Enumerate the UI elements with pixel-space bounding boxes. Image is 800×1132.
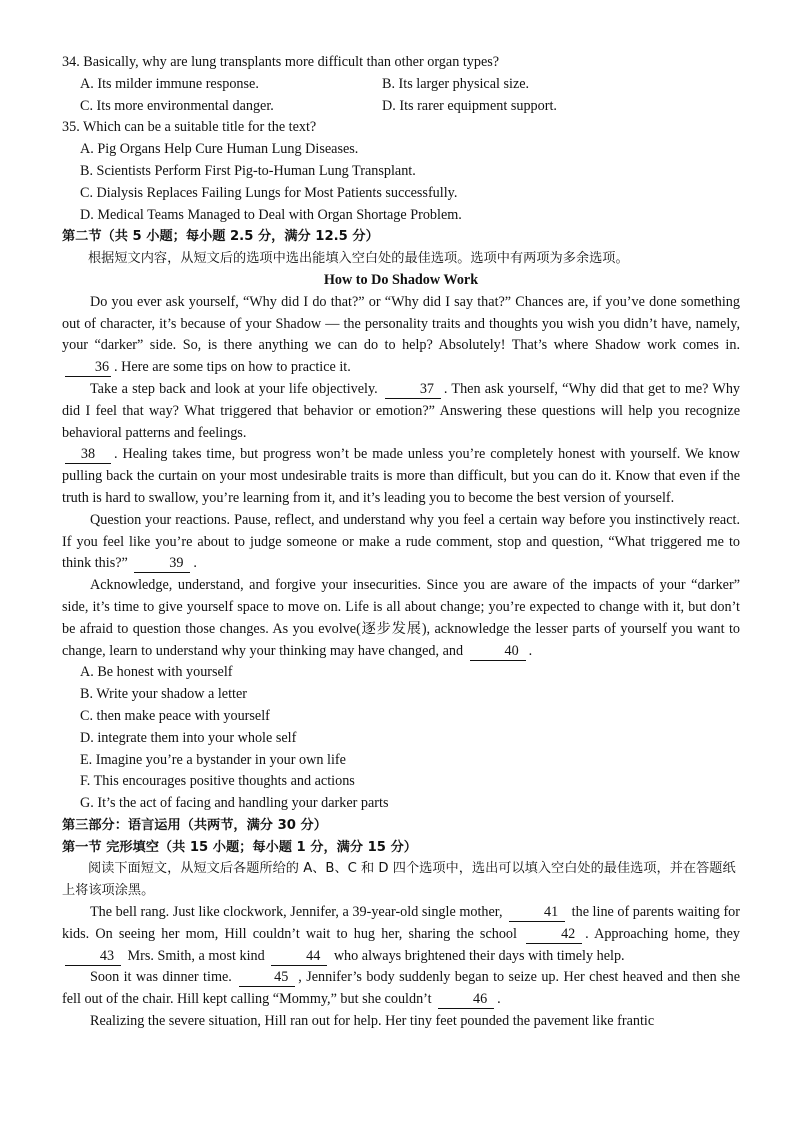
passage-text: Do you ever ask yourself, “Why did I do that?” or “Why did I say that?” Chances are, if you’ve done something out of character, it’s because of your Shadow — the personality traits and thoughts you wish you didn’t have, namely, your “darker” side. So, is there anything we can do to help? Absolutely! That’s where Shadow work comes in. xyxy=(62,293,740,354)
blank-41: 41 xyxy=(509,904,565,922)
cloze-text: The bell rang. Just like clockwork, Jennifer, a 39-year-old single mother, xyxy=(90,904,503,921)
cloze-paragraph-1 xyxy=(62,902,740,967)
question-34-options-row-2 xyxy=(80,96,740,118)
passage-text: Question your reactions. Pause, reflect, and understand why you feel a certain way before you instinctively react. If you feel like you’re about to judge someone or make a rude comment, stop and question, “What triggered me to think this?” xyxy=(62,511,740,572)
choice-c: C. then make peace with yourself xyxy=(80,707,270,724)
choice-b: B. Write your shadow a letter xyxy=(80,686,248,703)
part-3-subheading: 第一节 完形填空（共 15 小题；每小题 1 分，满分 15 分） xyxy=(62,839,417,855)
passage-text: Take a step back and look at your life objectively. xyxy=(90,380,378,397)
passage-paragraph-3 xyxy=(62,444,740,509)
cloze-text: the line of parents waiting for kids. On seeing her mom, Hill couldn’t wait to hug her, sharing the school xyxy=(62,904,741,942)
blank-40: 40 xyxy=(470,643,526,661)
cloze-text: Mrs. Smith, a most kind xyxy=(127,947,265,964)
blank-43: 43 xyxy=(65,948,121,966)
part-3-instruction: 阅读下面短文，从短文后各题所给的 A、B、C 和 D 四个选项中，选出可以填入空白处的最佳选项，并在答题纸上将该项涂黑。 xyxy=(62,861,736,899)
blank-39: 39 xyxy=(134,555,190,573)
passage-text: . Then ask yourself, “Why did that get to me? Why did I feel that way? What triggered that behavior or emotion?” Answering these questions will help you recognize behavioral patterns and feelings. xyxy=(62,380,741,441)
cloze-paragraph-2 xyxy=(62,967,740,1011)
passage-title: How to Do Shadow Work xyxy=(323,271,479,288)
choice-d: D. integrate them into your whole self xyxy=(80,729,297,746)
question-34-option-b: B. Its larger physical size. xyxy=(382,75,530,92)
blank-37: 37 xyxy=(385,381,441,399)
question-34-option-d: D. Its rarer equipment support. xyxy=(382,97,557,114)
section-2-instruction: 根据短文内容，从短文后的选项中选出能填入空白处的最佳选项。选项中有两项为多余选项。 xyxy=(88,251,629,267)
blank-45: 45 xyxy=(239,969,295,987)
question-35-option-c: C. Dialysis Replaces Failing Lungs for Most Patients successfully. xyxy=(80,184,458,201)
passage-paragraph-4 xyxy=(62,510,740,575)
cloze-paragraph-3: Realizing the severe situation, Hill ran out for help. Her tiny feet pounded the pavement like frantic xyxy=(90,1013,655,1030)
blank-44: 44 xyxy=(271,948,327,966)
blank-38: 38 xyxy=(65,446,111,464)
passage-text: Acknowledge, understand, and forgive your insecurities. Since you are aware of the impacts of your “darker” side, it’s time to give yourself space to move on. Life is all about change; you’re expected to change with it, but don’t be afraid to question those changes. As you evolve(逐步发展), acknowledge the lesser parts of yourself you want to change, learn to understand why your thinking may have changed, and xyxy=(62,577,740,659)
passage-paragraph-5 xyxy=(62,575,740,662)
question-35-option-b: B. Scientists Perform First Pig-to-Human Lung Transplant. xyxy=(80,162,416,179)
passage-text: . xyxy=(528,642,533,659)
choice-a: A. Be honest with yourself xyxy=(80,664,233,681)
choice-e: E. Imagine you’re a bystander in your own life xyxy=(80,751,346,768)
question-34-options-row-1 xyxy=(80,74,740,96)
passage-text: . xyxy=(193,555,197,572)
question-34-option-a: A. Its milder immune response. xyxy=(80,75,259,92)
passage-text: . Healing takes time, but progress won’t be made unless you’re completely honest with yourself. We know pulling back the curtain on your most undesirable traits is more than difficult, but you can do it. Know that even if the truth is hard to swallow, you’re learning from it, and it’s leading you to become the best version of yourself. xyxy=(62,446,740,506)
cloze-text: . Approaching home, they xyxy=(585,925,741,942)
cloze-text: Soon it was dinner time. xyxy=(90,969,232,986)
question-34-stem: 34. Basically, why are lung transplants more difficult than other organ types? xyxy=(62,54,500,70)
choice-f: F. This encourages positive thoughts and actions xyxy=(80,773,355,790)
passage-paragraph-2 xyxy=(62,379,740,444)
question-35-option-d: D. Medical Teams Managed to Deal with Organ Shortage Problem. xyxy=(80,206,462,223)
cloze-text: , Jennifer’s body suddenly began to seize up. Her chest heaved and then she fell out of the chair. Hill kept calling “Mommy,” but she couldn’t xyxy=(62,969,741,1008)
passage-text: . Here are some tips on how to practice it. xyxy=(114,359,351,376)
question-34-option-c: C. Its more environmental danger. xyxy=(80,97,274,114)
question-35-option-a: A. Pig Organs Help Cure Human Lung Diseases. xyxy=(80,141,359,158)
passage-paragraph-1 xyxy=(62,292,740,379)
section-2-heading: 第二节（共 5 小题；每小题 2.5 分，满分 12.5 分） xyxy=(62,229,379,245)
part-3-heading: 第三部分：语言运用（共两节，满分 30 分） xyxy=(62,817,327,833)
question-35-stem: 35. Which can be a suitable title for the text? xyxy=(62,119,317,136)
cloze-text: who always brightened their days with timely help. xyxy=(333,947,625,964)
blank-46: 46 xyxy=(438,991,494,1009)
cloze-text: . xyxy=(497,991,501,1008)
choice-g: G. It’s the act of facing and handling your darker parts xyxy=(80,795,389,812)
blank-36: 36 xyxy=(65,359,111,377)
blank-42: 42 xyxy=(526,926,582,944)
